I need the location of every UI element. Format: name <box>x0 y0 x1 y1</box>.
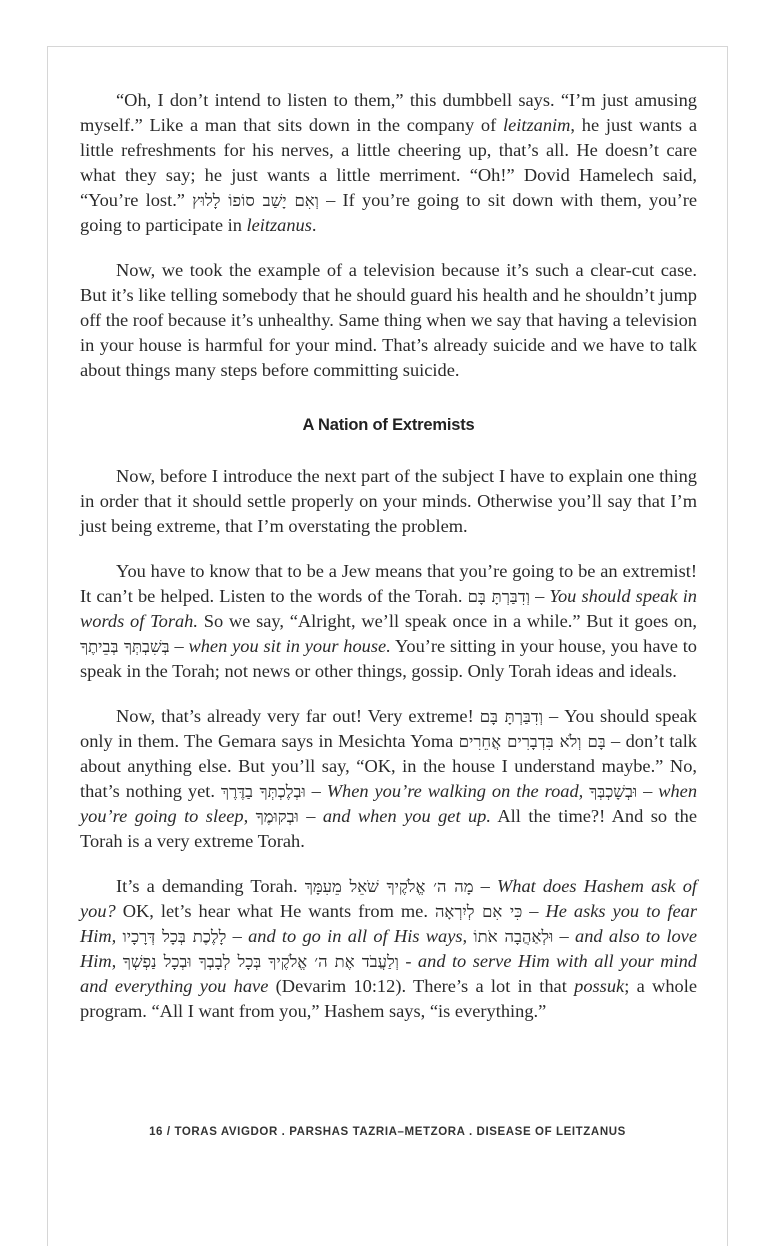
body-text: - <box>398 951 418 971</box>
body-text: You’re sitting in your house, you have to speak in the Torah; not news or other things, gossip. Only Torah ideas and ideals. <box>80 636 698 681</box>
hebrew-quote: וְדִבַּרְתָּ בָּם <box>467 587 530 606</box>
italic-text: You should speak in words of Torah. <box>80 586 697 631</box>
italic-text: possuk <box>574 976 625 996</box>
hebrew-quote: בָּם וְלֹא בִּדְבָרִים אֲחֵרִים <box>458 732 606 751</box>
hebrew-quote: וְלַעֲבֹד אֶת ה׳ אֱלֹקֶיךָ בְּכָל לְבָבְךָ וּבְכָל נַפְשְׁךָ <box>122 952 399 971</box>
body-text: Now, we took the example of a television because it’s such a clear-cut case. But it’s like telling somebody that he should guard his health and he shouldn’t jump off the roof because it’s unhealthy. Same thing when we say that having a television in your house is harmful for your mind. That’s already suicide and we have to talk about things many steps before committing suicide. <box>80 260 697 380</box>
body-text: – <box>298 806 323 826</box>
paragraph <box>80 559 697 684</box>
italic-text: He asks you to fear Him, <box>80 901 697 946</box>
body-text: – <box>226 926 249 946</box>
hebrew-quote: מָה ה׳ אֱלֹקֶיךָ שֹׁאֵל מֵעִמָּךְ <box>304 877 474 896</box>
paragraph <box>80 258 697 383</box>
body-text: – <box>169 636 189 656</box>
italic-text: When you’re walking on the road, <box>326 781 590 801</box>
body-text: – <box>473 876 497 896</box>
body-text: – You should speak only in them. The Gemara says in Mesichta Yoma <box>80 706 697 751</box>
body-text: – <box>529 586 550 606</box>
body-text: So we say, “Alright, we’ll speak once in a while.” But it goes on, <box>197 611 697 631</box>
page-footer: 16 / TORAS AVIGDOR . PARSHAS TAZRIA–METZORA . DISEASE OF LEITZANUS <box>149 1126 626 1138</box>
italic-text: What does Hashem ask of you? <box>80 876 697 921</box>
hebrew-quote: וְאִם יָשַׁב סוֹפוֹ לָלוּץ <box>192 191 319 210</box>
italic-text: and to go in all of His ways, <box>248 926 474 946</box>
hebrew-quote: לָלֶכֶת בְּכָל דְּרָכָיו <box>122 927 227 946</box>
body-text: – <box>522 901 546 921</box>
page-body <box>80 88 697 1044</box>
body-text: Now, before I introduce the next part of the subject I have to explain one thing in order that it should settle properly on your minds. Otherwise you’ll say that I’m just being extreme, that I’m overstating the problem. <box>80 466 697 536</box>
italic-text: and also to love Him, <box>80 926 698 971</box>
body-text: , he just wants a little refreshments for his nerves, a little cheering up, that’s all. He doesn’t care what they say; he just wants a little merriment. “Oh!” Dovid Hamelech said, “You’re lost.” <box>80 115 697 210</box>
hebrew-quote: וּלְאַהֲבָה אֹתוֹ <box>473 927 554 946</box>
paragraph <box>80 464 697 539</box>
section-heading: A Nation of Extremists <box>302 416 475 434</box>
body-text: ; a whole program. “All I want from you,” Hashem says, “is everything.” <box>80 976 698 1021</box>
body-text: “Oh, I don’t intend to listen to them,” this dumbbell says. “I’m just amusing myself.” Like a man that sits down in the company of <box>80 90 697 135</box>
italic-text: and to serve Him with all your mind and everything you have <box>80 951 697 996</box>
italic-text: leitzanus <box>246 215 312 235</box>
body-text: – <box>305 781 327 801</box>
body-text: (Devarim 10:12). There’s a lot in that <box>268 976 575 996</box>
body-text: . <box>311 215 317 235</box>
body-text: – don’t talk about anything else. But you’ll say, “OK, in the house I understand maybe.” No, that’s nothing yet. <box>80 731 697 801</box>
hebrew-quote: וְדִבַּרְתָּ בָּם <box>479 707 543 726</box>
body-text: All the time?! And so the Torah is a very extreme Torah. <box>80 806 697 851</box>
body-text: You have to know that to be a Jew means that you’re going to be an extremist! It can’t be helped. Listen to the words of the Torah. <box>80 561 697 606</box>
body-text: – If you’re going to sit down with them, you’re going to participate in <box>80 190 697 235</box>
italic-text: leitzanim <box>502 115 571 135</box>
body-text: OK, let’s hear what He wants from me. <box>115 901 435 921</box>
paragraph <box>80 704 697 854</box>
body-text: – <box>553 926 576 946</box>
body-text: – <box>637 781 659 801</box>
hebrew-quote: בְּשִׁבְתְּךָ בְּבֵיתֶךָ <box>80 637 170 656</box>
body-text: It’s a demanding Torah. <box>116 876 305 896</box>
italic-text: when you sit in your house. <box>188 636 391 656</box>
hebrew-quote: כִּי אִם לְיִרְאָה <box>434 902 523 921</box>
italic-text: when you’re going to sleep, <box>80 781 698 826</box>
italic-text: and when you get up. <box>322 806 491 826</box>
body-text: Now, that’s already very far out! Very extreme! <box>116 706 480 726</box>
paragraph <box>80 88 697 238</box>
hebrew-quote: וּבְשָׁכְבְּךָ <box>589 782 638 801</box>
hebrew-quote: וּבְקוּמֶךָ <box>255 807 299 826</box>
hebrew-quote: וּבְלֶכְתְּךָ בַדֶּרֶךְ <box>220 782 306 801</box>
paragraph <box>80 874 697 1024</box>
